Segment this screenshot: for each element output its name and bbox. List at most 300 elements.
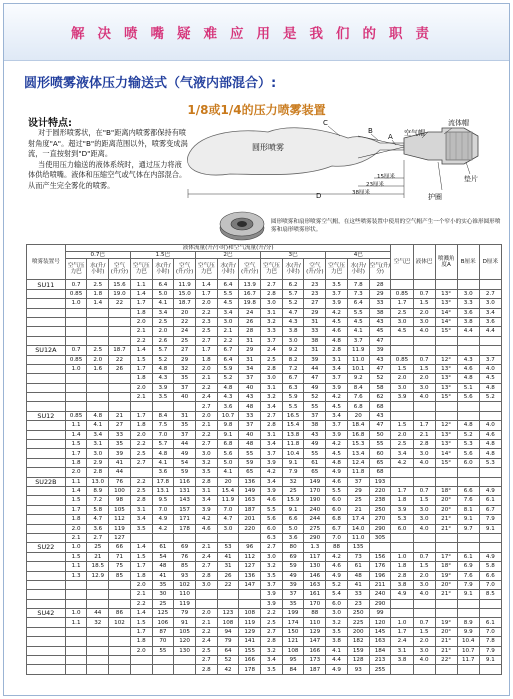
table-cell: 193 <box>369 477 391 486</box>
table-cell: 4.4 <box>326 656 348 665</box>
table-cell: 3.9 <box>326 430 348 439</box>
table-cell: 35 <box>109 440 131 449</box>
table-cell: 3.1 <box>391 646 413 655</box>
table-cell: 15.6 <box>109 280 131 289</box>
table-cell: 11.0 <box>347 355 369 364</box>
table-cell: 43 <box>304 430 326 439</box>
table-cell <box>87 317 109 326</box>
table-cell: 7.8 <box>347 280 369 289</box>
table-cell: 2.1 <box>195 374 217 383</box>
table-cell: 4.8 <box>152 364 174 373</box>
table-cell <box>65 599 87 608</box>
table-cell: 4.0 <box>413 393 435 402</box>
table-cell: 3.5 <box>326 280 348 289</box>
table-cell: 3.4 <box>217 308 239 317</box>
table-cell: 4.2 <box>326 440 348 449</box>
table-cell: 3.1 <box>261 308 283 317</box>
table-cell <box>195 590 217 599</box>
table-cell: 2.2 <box>217 336 239 345</box>
table-cell: 4.6 <box>326 327 348 336</box>
table-cell: 9.1 <box>479 524 501 533</box>
table-cell: 9.1 <box>457 590 479 599</box>
table-cell: 66 <box>109 543 131 552</box>
table-cell: 27 <box>304 299 326 308</box>
table-cell: 7.9 <box>457 580 479 589</box>
table-cell: 1.4 <box>130 609 152 618</box>
sub-header: 水(升/小时) <box>282 259 304 280</box>
table-cell <box>391 280 413 289</box>
table-cell: 2.7 <box>261 411 283 420</box>
sub-header: 空气(升/分) <box>304 259 326 280</box>
table-cell: 187 <box>304 665 326 674</box>
model-cell <box>27 496 66 505</box>
table-cell <box>195 599 217 608</box>
table-cell: 4.1 <box>347 327 369 336</box>
table-cell: 37 <box>174 430 196 439</box>
table-cell <box>413 402 435 411</box>
table-cell: 91 <box>174 618 196 627</box>
table-cell <box>457 346 479 355</box>
model-cell: SU12 <box>27 411 66 420</box>
table-cell: 2.8 <box>261 637 283 646</box>
table-cell: 290 <box>304 533 326 542</box>
table-cell <box>109 646 131 655</box>
table-cell: 49 <box>304 440 326 449</box>
table-cell: 93 <box>174 571 196 580</box>
table-cell: 4.9 <box>479 552 501 561</box>
model-cell <box>27 374 66 383</box>
table-cell: 1.8 <box>130 571 152 580</box>
table-cell: 42 <box>217 665 239 674</box>
table-cell: 2.1 <box>195 618 217 627</box>
table-cell: 4.8 <box>326 336 348 345</box>
table-row <box>27 571 502 580</box>
model-cell <box>27 355 66 364</box>
gasket-label: 垫片 <box>464 175 478 183</box>
table-cell: 5.5 <box>326 487 348 496</box>
table-cell <box>152 665 174 674</box>
table-cell: 1.8 <box>195 355 217 364</box>
table-cell: 37 <box>347 477 369 486</box>
table-cell: 44 <box>304 364 326 373</box>
table-row <box>27 289 502 298</box>
table-cell: 0.7 <box>413 289 435 298</box>
table-cell <box>87 374 109 383</box>
table-cell: 102 <box>174 580 196 589</box>
table-cell: 2.2 <box>195 430 217 439</box>
right-header-d: D厘米 <box>479 245 501 280</box>
table-cell: 127 <box>109 533 131 542</box>
table-cell: 4.6 <box>457 364 479 373</box>
table-cell: 14° <box>435 317 457 326</box>
sub-header: 水(升/小时) <box>152 259 174 280</box>
features-body <box>28 128 188 192</box>
table-cell: 33 <box>347 590 369 599</box>
table-cell <box>109 327 131 336</box>
table-cell: 9.1 <box>282 505 304 514</box>
table-cell: 1.7 <box>391 627 413 636</box>
table-cell: 178 <box>174 524 196 533</box>
model-cell <box>27 524 66 533</box>
table-cell: 2.7 <box>87 533 109 542</box>
table-cell: 6.8 <box>326 515 348 524</box>
table-cell: 130 <box>304 562 326 571</box>
table-cell: 3.4 <box>130 515 152 524</box>
table-cell <box>65 336 87 345</box>
table-cell: 3.9 <box>391 393 413 402</box>
table-cell: 5.0 <box>152 289 174 298</box>
table-cell: 30 <box>152 590 174 599</box>
table-cell: 3.6 <box>282 533 304 542</box>
table-cell: 2.8 <box>261 421 283 430</box>
table-cell: 5.2 <box>479 393 501 402</box>
table-cell: 8.9 <box>87 487 109 496</box>
retainer-label: 护圈 <box>428 193 442 201</box>
table-cell: 28 <box>369 280 391 289</box>
table-cell: 21° <box>435 515 457 524</box>
model-cell <box>27 627 66 636</box>
table-cell: 120 <box>174 637 196 646</box>
label-a: A <box>388 133 393 141</box>
table-cell: 35 <box>152 580 174 589</box>
table-cell: 5.5 <box>261 505 283 514</box>
table-cell <box>391 609 413 618</box>
sub-header: 空气压力巴 <box>261 259 283 280</box>
table-row <box>27 562 502 571</box>
table-cell: 220 <box>239 524 261 533</box>
table-cell: 9.1 <box>282 458 304 467</box>
table-cell: 0.7 <box>65 346 87 355</box>
table-cell: 5.9 <box>217 364 239 373</box>
table-cell: 22° <box>435 656 457 665</box>
table-cell <box>413 533 435 542</box>
table-cell: 3.2 <box>261 562 283 571</box>
table-cell: 25 <box>87 543 109 552</box>
table-cell: 7.0 <box>479 627 501 636</box>
table-cell: 13.4 <box>347 449 369 458</box>
table-cell: 44 <box>87 609 109 618</box>
pressure-header: 0.7巴 <box>65 252 130 259</box>
table-cell: 80 <box>282 543 304 552</box>
model-cell <box>27 646 66 655</box>
table-cell <box>435 346 457 355</box>
table-cell: 48 <box>239 440 261 449</box>
table-cell <box>479 346 501 355</box>
table-cell: 3.5 <box>326 627 348 636</box>
table-cell <box>87 637 109 646</box>
table-cell: 3.0 <box>479 299 501 308</box>
table-cell: 3.1 <box>261 383 283 392</box>
table-cell: 3.1 <box>130 505 152 514</box>
table-cell: 12° <box>435 355 457 364</box>
table-cell <box>239 599 261 608</box>
table-cell: 1.5 <box>413 299 435 308</box>
table-cell: 3.0 <box>413 646 435 655</box>
table-cell <box>479 402 501 411</box>
table-cell: 6.7 <box>217 346 239 355</box>
table-cell: 6.2 <box>282 280 304 289</box>
table-cell: 8.4 <box>347 383 369 392</box>
table-cell: 201 <box>239 515 261 524</box>
table-cell: 3.1 <box>261 430 283 439</box>
table-cell <box>65 627 87 636</box>
table-cell <box>457 533 479 542</box>
table-cell: 13.8 <box>282 430 304 439</box>
model-cell <box>27 299 66 308</box>
table-cell: 8.4 <box>152 411 174 420</box>
table-cell: 13° <box>435 383 457 392</box>
table-row <box>27 552 502 561</box>
table-cell: 2.7 <box>195 336 217 345</box>
model-cell: SU42 <box>27 609 66 618</box>
table-cell: 130 <box>174 646 196 655</box>
table-cell: 2.2 <box>130 336 152 345</box>
group-header: 液体流量(升/小时)和空气流量(升/分) <box>65 245 391 252</box>
table-cell: 3.1 <box>87 440 109 449</box>
table-cell <box>457 477 479 486</box>
model-cell <box>27 364 66 373</box>
table-cell: 2.5 <box>261 355 283 364</box>
table-cell <box>109 665 131 674</box>
table-cell: 9.1 <box>457 515 479 524</box>
table-cell: 20° <box>435 627 457 636</box>
table-cell: 4.8 <box>217 383 239 392</box>
table-row <box>27 355 502 364</box>
table-cell: 69 <box>174 543 196 552</box>
table-cell: 58 <box>369 383 391 392</box>
table-cell: 15° <box>435 327 457 336</box>
table-cell <box>457 411 479 420</box>
table-cell: 6.0 <box>326 505 348 514</box>
table-cell: 69 <box>282 552 304 561</box>
table-cell: 2.2 <box>195 627 217 636</box>
table-cell: 5.7 <box>152 346 174 355</box>
table-cell: 129 <box>239 627 261 636</box>
table-cell: 3.0 <box>391 317 413 326</box>
table-cell: 1.0 <box>391 552 413 561</box>
table-cell: 22 <box>109 299 131 308</box>
table-cell: 13° <box>435 440 457 449</box>
table-cell: 1.6 <box>87 364 109 373</box>
table-cell: 2.0 <box>130 430 152 439</box>
features-heading: 设计特点: <box>28 118 72 129</box>
table-row <box>27 317 502 326</box>
table-cell: 99 <box>369 609 391 618</box>
table-cell: 33 <box>239 411 261 420</box>
table-cell: 20° <box>435 505 457 514</box>
table-cell: 2.7 <box>130 458 152 467</box>
table-cell: 110 <box>304 618 326 627</box>
table-cell <box>457 543 479 552</box>
table-cell: 21 <box>109 411 131 420</box>
table-cell: 35 <box>174 421 196 430</box>
table-cell <box>152 656 174 665</box>
table-cell: 43 <box>369 411 391 420</box>
table-cell: 159 <box>347 646 369 655</box>
table-cell: 6.4 <box>217 280 239 289</box>
table-cell: 0.7 <box>413 487 435 496</box>
table-cell <box>87 656 109 665</box>
table-cell <box>435 468 457 477</box>
table-row <box>27 533 502 542</box>
table-cell: 3.9 <box>195 505 217 514</box>
table-cell: 38 <box>304 421 326 430</box>
table-cell: 29 <box>304 308 326 317</box>
table-cell: 3.4 <box>261 440 283 449</box>
model-cell <box>27 289 66 298</box>
table-cell: 3.2 <box>261 393 283 402</box>
table-row <box>27 336 502 345</box>
table-cell: 1.5 <box>130 355 152 364</box>
table-cell: 255 <box>369 665 391 674</box>
table-cell: 2.4 <box>261 346 283 355</box>
table-cell: 119 <box>109 524 131 533</box>
table-cell: 4.0 <box>413 590 435 599</box>
table-cell <box>130 468 152 477</box>
table-cell: 173 <box>304 656 326 665</box>
table-cell: 20° <box>435 580 457 589</box>
table-cell: 108 <box>217 618 239 627</box>
table-cell: 0.85 <box>65 355 87 364</box>
table-row <box>27 346 502 355</box>
table-cell: 2.7 <box>479 289 501 298</box>
table-cell: 6.9 <box>457 562 479 571</box>
table-cell: 0.7 <box>413 355 435 364</box>
table-cell: 1.4 <box>130 346 152 355</box>
table-cell: 2.7 <box>195 562 217 571</box>
table-cell: 19° <box>435 571 457 580</box>
table-cell: 5.2 <box>282 299 304 308</box>
table-cell: 211 <box>369 580 391 589</box>
sub-header: 空气压力巴 <box>326 259 348 280</box>
table-row <box>27 299 502 308</box>
table-cell: 1.7 <box>391 487 413 496</box>
table-cell: 3.9 <box>261 487 283 496</box>
table-cell <box>391 665 413 674</box>
table-cell: 2.0 <box>195 299 217 308</box>
model-cell <box>27 562 66 571</box>
table-cell: 4.5 <box>326 317 348 326</box>
spec-table <box>26 244 502 675</box>
table-cell <box>109 627 131 636</box>
table-cell: 22 <box>109 355 131 364</box>
table-cell <box>65 317 87 326</box>
table-cell <box>174 665 196 674</box>
table-cell <box>217 590 239 599</box>
table-cell: 2.7 <box>261 543 283 552</box>
table-row <box>27 430 502 439</box>
table-cell: 196 <box>369 571 391 580</box>
table-cell: 3.4 <box>152 308 174 317</box>
table-cell: 29 <box>347 487 369 496</box>
table-row <box>27 627 502 636</box>
table-cell: 4.2 <box>326 308 348 317</box>
table-cell: 75 <box>109 562 131 571</box>
model-cell: SU12A <box>27 346 66 355</box>
table-cell: 13° <box>435 374 457 383</box>
table-cell: 1.1 <box>65 421 87 430</box>
table-cell: 55 <box>304 402 326 411</box>
table-cell: 4.8 <box>479 449 501 458</box>
table-cell: 11.7 <box>457 656 479 665</box>
header-banner <box>4 4 509 61</box>
table-cell <box>195 533 217 542</box>
table-cell: 2.2 <box>130 440 152 449</box>
table-cell: 1.7 <box>130 299 152 308</box>
model-header: 喷雾装置号 <box>27 245 66 280</box>
table-cell: 4.9 <box>152 515 174 524</box>
table-cell: 2.2 <box>130 599 152 608</box>
table-cell: 171 <box>174 515 196 524</box>
table-cell: 23 <box>304 289 326 298</box>
table-cell: 3.0 <box>217 524 239 533</box>
table-cell: 41 <box>152 571 174 580</box>
sub-header: 水(升/小时) <box>87 259 109 280</box>
table-cell: 9.1 <box>479 656 501 665</box>
table-cell: 1.7 <box>391 299 413 308</box>
table-cell: 6.3 <box>282 383 304 392</box>
table-cell: 26 <box>239 317 261 326</box>
table-cell: 5.6 <box>261 515 283 524</box>
table-cell: 5.4 <box>326 590 348 599</box>
table-cell: 2.0 <box>130 383 152 392</box>
table-cell: 116 <box>174 477 196 486</box>
table-cell: 1.7 <box>195 346 217 355</box>
table-cell: 123 <box>217 609 239 618</box>
table-cell: 1.5 <box>65 552 87 561</box>
table-cell: 10.4 <box>457 637 479 646</box>
table-cell <box>239 590 261 599</box>
table-cell: 38 <box>304 336 326 345</box>
table-cell <box>65 590 87 599</box>
sub-header: 空气(升/分) <box>239 259 261 280</box>
table-cell: 54 <box>174 458 196 467</box>
table-cell <box>174 402 196 411</box>
table-cell <box>479 599 501 608</box>
table-cell: 21° <box>435 637 457 646</box>
table-row <box>27 665 502 674</box>
table-cell: 7.6 <box>457 496 479 505</box>
table-cell: 4.8 <box>152 449 174 458</box>
table-cell: 47 <box>369 364 391 373</box>
table-cell <box>65 637 87 646</box>
table-cell: 4.9 <box>326 665 348 674</box>
table-cell <box>87 308 109 317</box>
table-cell: 2.0 <box>195 411 217 420</box>
table-row <box>27 393 502 402</box>
table-cell: 17.8 <box>152 477 174 486</box>
table-cell: 4.9 <box>479 487 501 496</box>
table-cell: 4.0 <box>479 421 501 430</box>
table-cell: 4.0 <box>413 656 435 665</box>
table-cell: 3.7 <box>261 336 283 345</box>
table-cell: 7.6 <box>457 571 479 580</box>
table-cell: 44 <box>174 440 196 449</box>
table-cell: 8.5 <box>479 590 501 599</box>
table-cell: 5.8 <box>479 562 501 571</box>
table-cell: 21 <box>87 552 109 561</box>
table-cell: 7.0 <box>152 505 174 514</box>
table-cell: 6.7 <box>326 524 348 533</box>
pressure-header: 4巴 <box>326 252 391 259</box>
table-cell: 2.5 <box>195 327 217 336</box>
table-cell <box>457 609 479 618</box>
table-cell: 4.6 <box>326 562 348 571</box>
table-cell <box>109 393 131 402</box>
table-cell: 290 <box>369 599 391 608</box>
table-cell: 146 <box>304 571 326 580</box>
table-cell <box>457 599 479 608</box>
